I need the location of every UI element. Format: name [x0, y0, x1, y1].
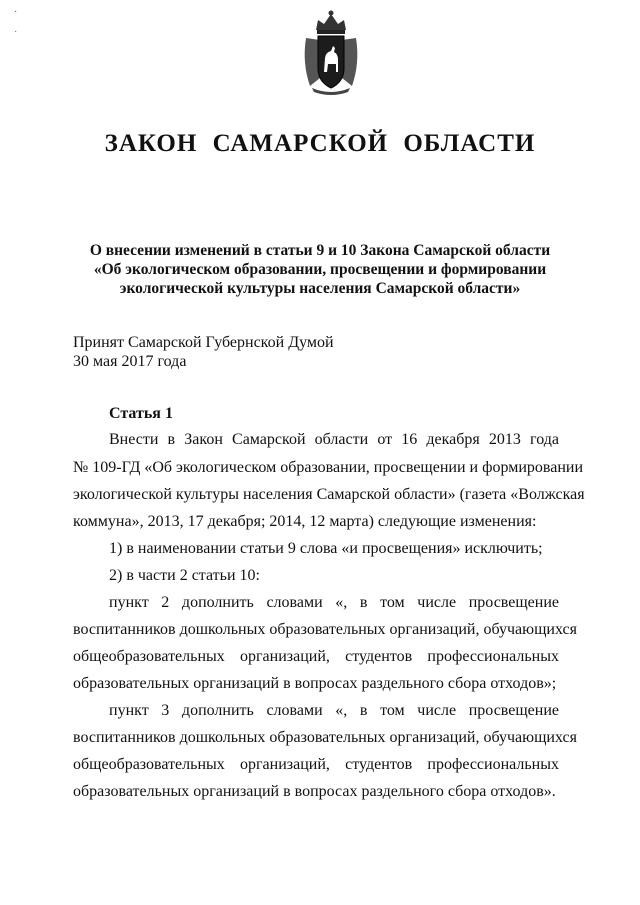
- scan-mark: ·: [14, 7, 18, 18]
- body-line: пункт 3 дополнить словами «, в том числе просвещение: [109, 702, 559, 719]
- subtitle-line: О внесении изменений в статьи 9 и 10 Закона Самарской области: [89, 242, 551, 259]
- scan-mark: ˙: [14, 30, 18, 41]
- body-line: 2) в части 2 статьи 10:: [109, 567, 260, 584]
- body-line: экологической культуры населения Самарской области» (газета «Волжская: [73, 486, 585, 503]
- adoption-date-line: 30 мая 2017 года: [73, 353, 187, 370]
- body-line: образовательных организаций в вопросах раздельного сбора отходов»;: [73, 675, 557, 692]
- body-line: Внести в Закон Самарской области от 16 декабря 2013 года: [109, 431, 559, 448]
- body-line: № 109-ГД «Об экологическом образовании, просвещении и формировании: [73, 459, 584, 476]
- body-line: коммуна», 2013, 17 декабря; 2014, 12 марта) следующие изменения:: [73, 513, 537, 530]
- law-subtitle: [60, 241, 580, 298]
- body-line: воспитанников дошкольных образовательных организаций, обучающихся: [73, 621, 577, 638]
- body-line: воспитанников дошкольных образовательных организаций, обучающихся: [73, 729, 577, 746]
- body-line: общеобразовательных организаций, студентов профессиональных: [73, 648, 559, 665]
- article-heading: Статья 1: [109, 405, 173, 422]
- body-line: 1) в наименовании статьи 9 слова «и просвещения» исключить;: [109, 540, 543, 557]
- subtitle-line: «Об экологическом образовании, просвещении и формировании: [93, 261, 547, 278]
- body-line: общеобразовательных организаций, студентов профессиональных: [73, 756, 559, 773]
- body-line: образовательных организаций в вопросах раздельного сбора отходов».: [73, 783, 556, 800]
- body-line: пункт 2 дополнить словами «, в том числе просвещение: [109, 594, 559, 611]
- subtitle-line: экологической культуры населения Самарской области»: [119, 280, 521, 297]
- adoption-info: [73, 333, 334, 371]
- law-title: ЗАКОН САМАРСКОЙ ОБЛАСТИ: [104, 130, 536, 157]
- adoption-body-line: Принят Самарской Губернской Думой: [73, 334, 334, 351]
- samara-coat-of-arms-icon: [300, 8, 362, 96]
